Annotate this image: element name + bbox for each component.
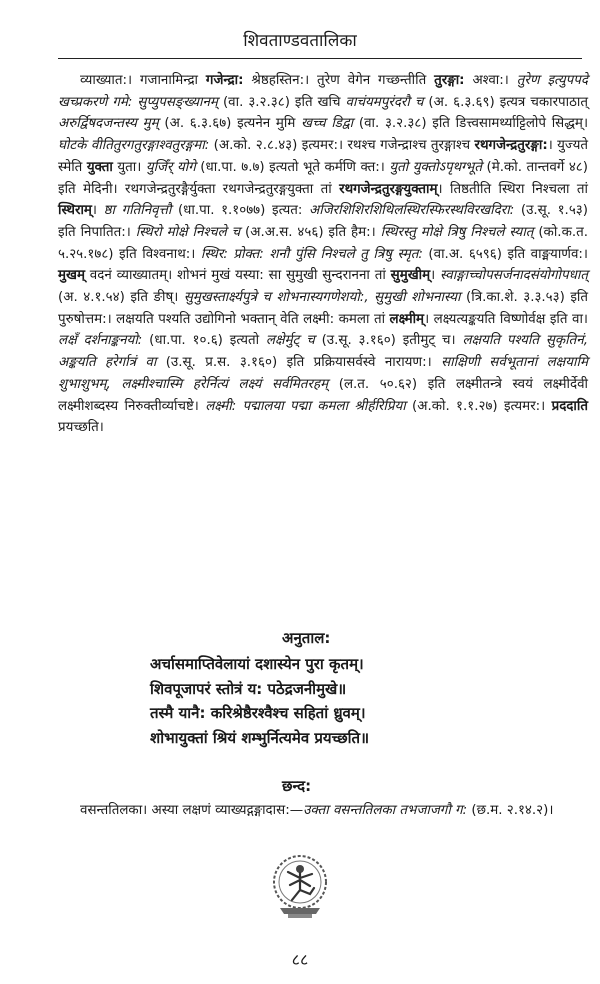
citation-text: युतो युक्तोऽपृथग्भूते: [389, 159, 482, 175]
header-rule: [58, 58, 582, 59]
citation-text: तुरेण इत्युपपदे खच्प्रकरणे गमे: सुप्युपसङ्ख्यानम्: [58, 73, 588, 110]
anutala-heading: अनुताल:: [282, 629, 331, 647]
commentary-text: वसन्ततिलका। अस्या लक्षणं व्याख्यद्गङ्गादास:—: [80, 803, 304, 818]
commentary-text: (अ.अ.स. ४५६) इति हैम:।: [240, 224, 381, 240]
headword-text: सुमुखीम्: [390, 268, 431, 284]
commentary-text: (वा. ३.२.३८) इति खचि: [217, 94, 346, 110]
citation-text: उक्ता वसन्ततिलका तभजाजगौ ग:: [303, 803, 468, 818]
headword-text: रथगजेन्द्रतुरङ्गा:: [474, 138, 548, 154]
commentary-text: (मे.को. तान्तवर्गे ४८) इति मेदिनी। रथगजेन्द्रतुरङ्गैर्युक्ता रथगजेन्द्रतुरङ्गयुक्ता तां: [58, 159, 588, 197]
commentary-text: (धा.पा. १.१०७७) इत्यत:: [171, 203, 309, 219]
commentary-text: वदनं व्याख्यातम्। शोभनं मुखं यस्या: सा सुमुखी सुन्दरानना तां: [84, 268, 391, 284]
citation-text: वाचंयमपुरंदरौ च: [345, 94, 424, 110]
citation-text: अजिरशिशिरशिथिलस्थिरस्फिरस्थविरखदिरा:: [309, 203, 515, 219]
commentary-text: (उ.सू. ३.१६०) इतीमुट् च।: [314, 333, 463, 349]
commentary-text: । लक्ष्यत्यङ्कयति विष्णोर्वक्ष इति वा।: [424, 311, 588, 327]
verse-line: तस्मै यानै: करिश्रेष्ठैरश्वैश्च सहितां ध्रुवम्।: [150, 704, 366, 722]
citation-text: स्थिर: प्रोक्त: शनौ पुंसि निश्चले तु त्रिषु स्मृत:: [200, 246, 423, 262]
commentary-text: । तिष्ठतीति स्थिरा निश्चला तां: [437, 181, 588, 197]
commentary-text: व्याख्यात:। गजानामिन्द्रा: [80, 73, 206, 88]
headword-text: लक्ष्मीम्: [389, 311, 425, 327]
commentary-text: (वा.अ. ६५९६) इति वाङ्मयार्णव:।: [422, 246, 588, 262]
commentary-text: (अ.को. १.१.२७) इत्यमर:।: [405, 398, 552, 414]
headword-text: तुरङ्गा:: [434, 73, 465, 88]
headword-text: युक्ता: [86, 159, 113, 175]
commentary-text: ।: [430, 268, 441, 284]
verse-line: शिवपूजापरं स्तोत्रं य: पठेद्रजनीमुखे॥: [150, 679, 347, 698]
commentary-text: अश्वा:।: [464, 73, 517, 88]
headword-text: मुखम्: [58, 268, 85, 284]
citation-text: सुमुखस्तार्क्ष्यपुत्रे च शोभनास्यगणेशयो:, सुमुखी शोभनास्या: [183, 290, 461, 306]
citation-text: स्वाङ्गाच्चोपसर्जनादसंयोगोपधात्: [440, 268, 588, 284]
commentary-text: (उ.सू. १.५३) इति निपातित:।: [58, 203, 588, 240]
commentary-text: (को.क.त. ५.२५.१७८) इति विश्वनाथ:।: [58, 224, 588, 262]
citation-text: ष्ठा गतिनिवृत्तौ: [103, 203, 172, 219]
commentary-text: (अ. ४.१.५४) इति ङीष्।: [58, 290, 184, 306]
commentary-text: (धा.पा. ७.७) इत्यतो भूते कर्मणि क्त:।: [195, 159, 390, 175]
commentary-text: (ल.त. ५०.६२) इति लक्ष्मीतन्त्रे स्वयं लक्ष्मीर्देवी लक्ष्मीशब्दस्य निरुक्तीर्व्याचष्टे।: [58, 376, 588, 414]
commentary-text: प्रयच्छति।: [58, 420, 104, 436]
headword-text: रथगजेन्द्रतुरङ्गयुक्ताम्: [339, 181, 438, 197]
commentary-text: (उ.सू. प्र.स. ३.१६०) इति प्रक्रियासर्वस्वे नारायण:।: [156, 355, 442, 371]
citation-text: अरुर्द्विषदजन्तस्य मुम्: [58, 116, 159, 132]
running-header: शिवताण्डवतालिका: [243, 31, 357, 51]
citation-text: खच्च डिद्वा: [301, 116, 354, 132]
commentary-text: (त्रि.का.शे. ३.३.५३) इति पुरुषोत्तम:। लक्षयति पश्यति उद्योगिनो भक्तान् वेति लक्ष्मी: कमला तां: [58, 290, 589, 327]
citation-text: युजिँर् योगे: [145, 159, 196, 175]
citation-text: लक्ष्मी: पद्मालया पद्मा कमला श्रीर्हरिप्रिया: [205, 398, 406, 414]
citation-text: साक्षिणी सर्वभूतानां लक्षयामि शुभाशुभम्, लक्ष्मीश्चास्मि हरेर्नित्यं लक्ष्यं सर्वमितरहम्: [58, 355, 588, 392]
verse-line: अर्चासमाप्तिवेलायां दशास्येन पुरा कृतम्।: [150, 655, 364, 673]
commentary-text: (अ. ६.३.६७) इत्यनेन मुमि: [158, 116, 302, 132]
citation-text: स्थिरो मोक्षे निश्चले च: [135, 224, 241, 240]
commentary-paragraph: [58, 70, 588, 439]
commentary-text: श्रेष्ठहस्तिन:। तुरेण वेगेन गच्छन्तीति: [243, 73, 435, 88]
headword-text: गजेन्द्रा:: [205, 73, 244, 88]
citation-text: स्थिरस्तु मोक्षे त्रिषु निश्चले स्यात्: [380, 224, 534, 240]
commentary-text: (अ.को. २.८.४३) इत्यमर:। रथश्च गजेन्द्राश्च तुरङ्गाश्च: [209, 138, 475, 154]
verse-block: [150, 652, 490, 750]
commentary-text: (छ.म. २.१४.२)।: [467, 803, 554, 818]
verse-line: शोभायुक्तां श्रियं शम्भुर्नित्यमेव प्रयच्छति॥: [150, 728, 370, 747]
citation-text: लक्षयति पश्यति सुकृतिनं, अङ्कयति हरेर्गात्रं वा: [58, 333, 588, 371]
chhanda-heading: छन्द:: [282, 777, 312, 795]
commentary-text: युता।: [112, 159, 146, 175]
commentary-text: (धा.पा. १०.६) इत्यतो: [142, 333, 266, 349]
citation-text: लक्षँ दर्शनाङ्कनयो:: [58, 333, 143, 349]
commentary-text: (अ. ६.३.६९) इत्यत्र चकारपाठात्: [423, 94, 589, 110]
chhanda-paragraph: [58, 800, 588, 822]
citation-text: लक्षेर्मुट् च: [265, 333, 315, 349]
headword-text: प्रददाति: [551, 398, 588, 414]
commentary-text: (वा. ३.२.३८) इति डित्त्वसामर्थ्याट्टिलोपे सिद्धम्।: [353, 116, 589, 132]
page-number: ८८: [291, 950, 309, 969]
commentary-text: । युज्यते स्मेति: [58, 138, 588, 175]
commentary-text: ।: [91, 203, 104, 219]
citation-text: घोटके वीतितुरगतुरङ्गाश्वतुरङ्गमा:: [58, 138, 210, 154]
headword-text: स्थिराम्: [58, 203, 92, 219]
nataraja-emblem-icon: [270, 852, 330, 922]
